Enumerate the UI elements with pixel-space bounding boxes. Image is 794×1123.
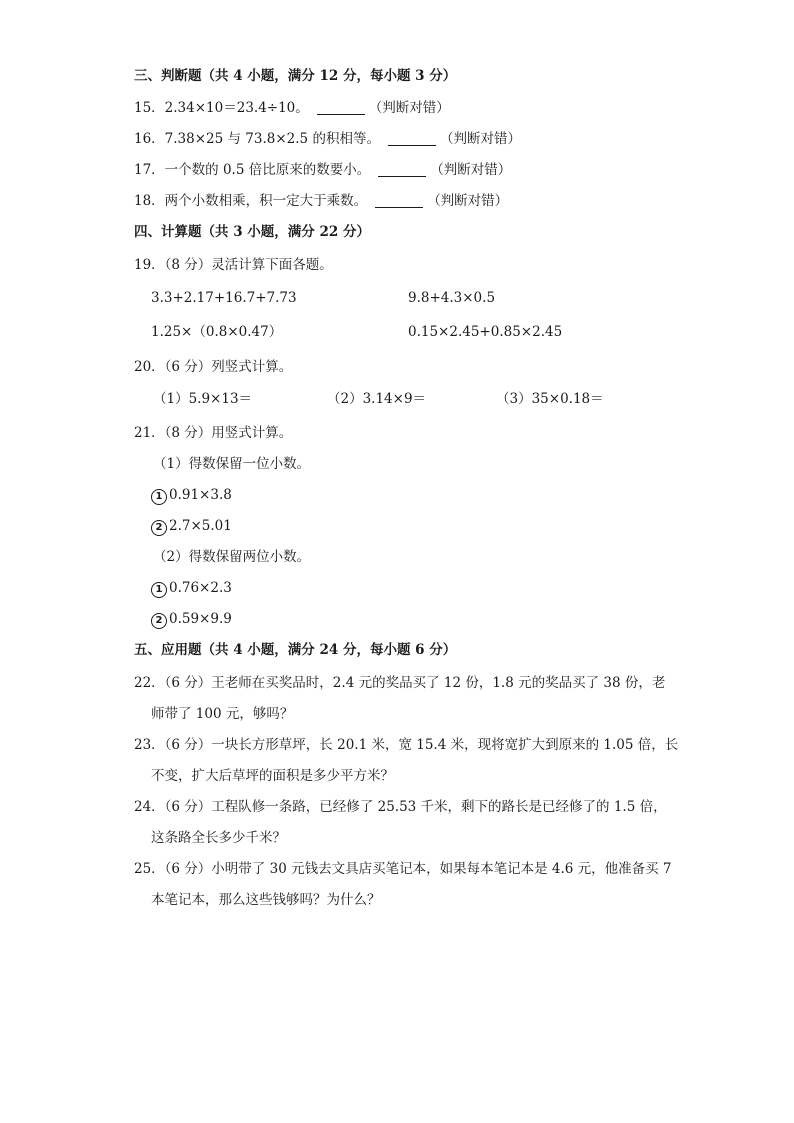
- question-19-expr-b: 9.8+4.3×0.5: [408, 290, 496, 306]
- question-21-item-2b: [151, 610, 232, 629]
- question-25-line-1: 25．（6 分）小明带了 30 元钱去文具店买笔记本，如果每本笔记本是 4.6 元，他准备买 7: [134, 861, 672, 877]
- question-19-expr-a: 3.3+2.17+16.7+7.73: [151, 290, 297, 306]
- answer-blank-15[interactable]: [317, 100, 365, 115]
- question-22-line-1: 22．（6 分）王老师在买奖品时，2.4 元的奖品买了 12 份，1.8 元的奖品买了 38 份，老: [134, 675, 666, 691]
- answer-blank-18[interactable]: [375, 193, 423, 208]
- question-21-item-2a-text: 0.76×2.3: [169, 580, 232, 596]
- circled-number-1: 1: [151, 582, 167, 598]
- question-17-text: 17．一个数的 0.5 倍比原来的数要小。: [134, 162, 371, 178]
- answer-blank-17[interactable]: [378, 162, 426, 177]
- question-16: [134, 130, 521, 148]
- question-21: 21．（8 分）用竖式计算。: [134, 425, 293, 441]
- question-20: 20．（6 分）列竖式计算。: [134, 359, 293, 375]
- question-18: [134, 192, 508, 210]
- question-19-expr-c: 1.25×（0.8×0.47）: [151, 324, 283, 340]
- answer-blank-16[interactable]: [388, 131, 436, 146]
- question-19-expr-d: 0.15×2.45+0.85×2.45: [408, 324, 563, 340]
- question-17-suffix: （判断对错）: [430, 162, 512, 178]
- question-24-line-2: 这条路全长多少千米？: [151, 830, 286, 846]
- question-21-item-1a: [151, 486, 232, 505]
- question-25-line-2: 本笔记本，那么这些钱够吗？为什么？: [151, 892, 381, 908]
- question-21-item-1a-text: 0.91×3.8: [169, 487, 232, 503]
- circled-number-2: 2: [151, 613, 167, 629]
- question-19-row-1: [151, 289, 297, 307]
- question-15-suffix: （判断对错）: [368, 100, 450, 116]
- question-20-part-1: （1）5.9×13＝: [153, 391, 253, 407]
- circled-number-2: 2: [151, 520, 167, 536]
- question-16-suffix: （判断对错）: [439, 131, 521, 147]
- question-21-item-1b-text: 2.7×5.01: [169, 518, 232, 534]
- section-4-title: 四、计算题（共 3 小题，满分 22 分）: [134, 224, 370, 240]
- question-18-suffix: （判断对错）: [427, 193, 509, 209]
- section-5-title: 五、应用题（共 4 小题，满分 24 分，每小题 6 分）: [134, 642, 457, 658]
- question-16-text: 16．7.38×25 与 73.8×2.5 的积相等。: [134, 131, 380, 147]
- question-21-item-2b-text: 0.59×9.9: [169, 611, 232, 627]
- question-15: [134, 99, 450, 117]
- question-23-line-2: 不变，扩大后草坪的面积是多少平方米？: [151, 768, 394, 784]
- question-23-line-1: 23．（6 分）一块长方形草坪，长 20.1 米，宽 15.4 米，现将宽扩大到原来的 1.05 倍，长: [134, 737, 679, 753]
- question-19: 19．（8 分）灵活计算下面各题。: [134, 257, 333, 273]
- question-15-text: 15．2.34×10＝23.4÷10。: [134, 100, 309, 116]
- question-21-item-2a: [151, 579, 232, 598]
- question-21-part-1: （1）得数保留一位小数。: [153, 456, 311, 472]
- question-20-part-3: （3）35×0.18＝: [496, 391, 604, 407]
- circled-number-1: 1: [151, 489, 167, 505]
- question-24-line-1: 24．（6 分）工程队修一条路，已经修了 25.53 千米，剩下的路长是已经修了的 1.5 倍，: [134, 799, 667, 815]
- question-20-part-2: （2）3.14×9＝: [327, 391, 427, 407]
- question-18-text: 18．两个小数相乘，积一定大于乘数。: [134, 193, 368, 209]
- question-21-part-2: （2）得数保留两位小数。: [153, 549, 311, 565]
- section-3-title: 三、判断题（共 4 小题，满分 12 分，每小题 3 分）: [134, 68, 457, 84]
- question-17: [134, 161, 511, 179]
- question-21-item-1b: [151, 517, 232, 536]
- question-22-line-2: 师带了 100 元，够吗？: [151, 706, 294, 722]
